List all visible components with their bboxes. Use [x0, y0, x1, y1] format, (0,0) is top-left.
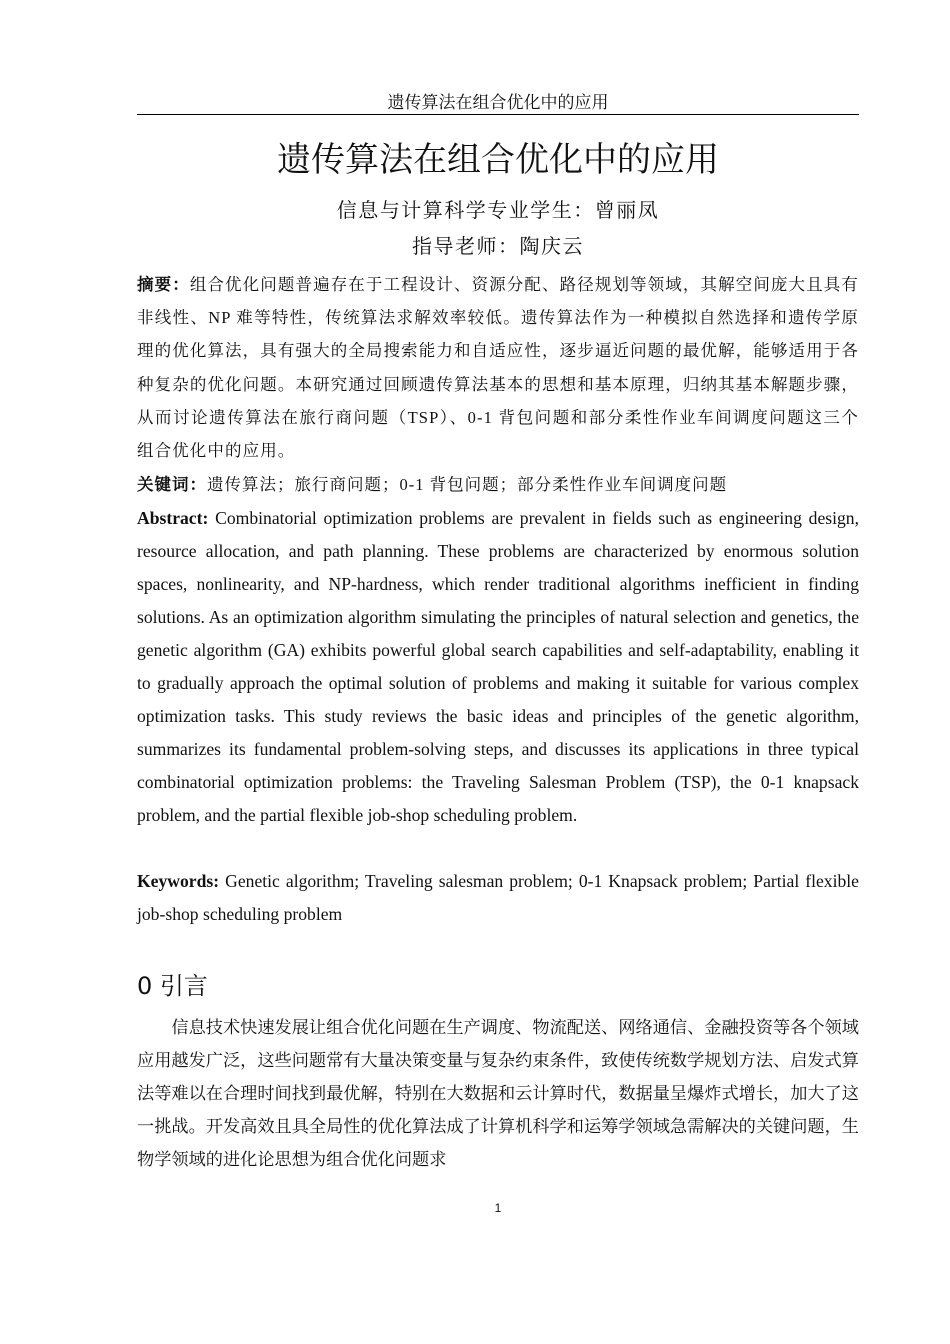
abstract-en-label: Abstract: — [137, 508, 209, 528]
paper-title: 遗传算法在组合优化中的应用 — [277, 140, 719, 180]
keywords-cn-label: 关键词： — [137, 475, 207, 494]
intro-paragraph: 信息技术快速发展让组合优化问题在生产调度、物流配送、网络通信、金融投资等各个领域应用越发广泛，这些问题常有大量决策变量与复杂约束条件，致使传统数学规划方法、启发式算法等难以在合理时间找到最优解，特别在大数据和云计算时代，数据量呈爆炸式增长，加大了这一挑战。开发高效且具全局性的优化算法成了计算机科学和运筹学领域急需解决的关键问题，生物学领域的进化论思想为组合优化问题求 — [137, 1018, 859, 1170]
section-heading: 0 引言 — [137, 972, 208, 1000]
keywords-en-text: Genetic algorithm; Traveling salesman problem; 0-1 Knapsack problem; Partial flexible job-shop scheduling problem — [137, 871, 859, 924]
keywords-en-label: Keywords: — [137, 871, 220, 891]
header-rule — [137, 114, 859, 115]
abstract-cn-text: 组合优化问题普遍存在于工程设计、资源分配、路径规划等领域，其解空间庞大且具有非线性、NP 难等特性，传统算法求解效率较低。遗传算法作为一种模拟自然选择和遗传学原理的优化算法，具有强大的全局搜索能力和自适应性，逐步逼近问题的最优解，能够适用于各种复杂的优化问题。本研究通过回顾遗传算法基本的思想和基本原理，归纳其基本解题步骤，从而讨论遗传算法在旅行商问题（TSP）、0-1 背包问题和部分柔性作业车间调度问题这三个组合优化中的应用。 — [137, 275, 859, 461]
keywords-cn — [137, 468, 859, 501]
abstract-cn-label: 摘要： — [137, 275, 190, 294]
running-header: 遗传算法在组合优化中的应用 — [387, 93, 609, 112]
advisor-line: 指导老师：陶庆云 — [412, 236, 584, 258]
abstract-en-text: Combinatorial optimization problems are prevalent in fields such as engineering design, resource allocation, and path planning. These problems are characterized by enormous solution spaces, nonlinearity, and NP-hardness, which render traditional algorithms inefficient in finding solutions. As an optimization algorithm simulating the principles of natural selection and genetics, the genetic algorithm (GA) exhibits powerful global search capabilities and self-adaptability, enabling it to gradually approach the optimal solution of problems and making it suitable for various complex optimization tasks. This study reviews the basic ideas and principles of the genetic algorithm, summarizes its fundamental problem-solving steps, and discusses its applications in three typical combinatorial optimization problems: the Traveling Salesman Problem (TSP), the 0-1 knapsack problem, and the partial flexible job-shop scheduling problem. — [137, 508, 859, 825]
keywords-en — [137, 865, 859, 931]
abstract-en — [137, 502, 859, 832]
page-number: 1 — [494, 1201, 502, 1215]
keywords-cn-text: 遗传算法；旅行商问题；0-1 背包问题；部分柔性作业车间调度问题 — [207, 475, 728, 494]
author-line: 信息与计算科学专业学生：曾丽凤 — [336, 200, 660, 222]
abstract-cn — [137, 268, 859, 467]
